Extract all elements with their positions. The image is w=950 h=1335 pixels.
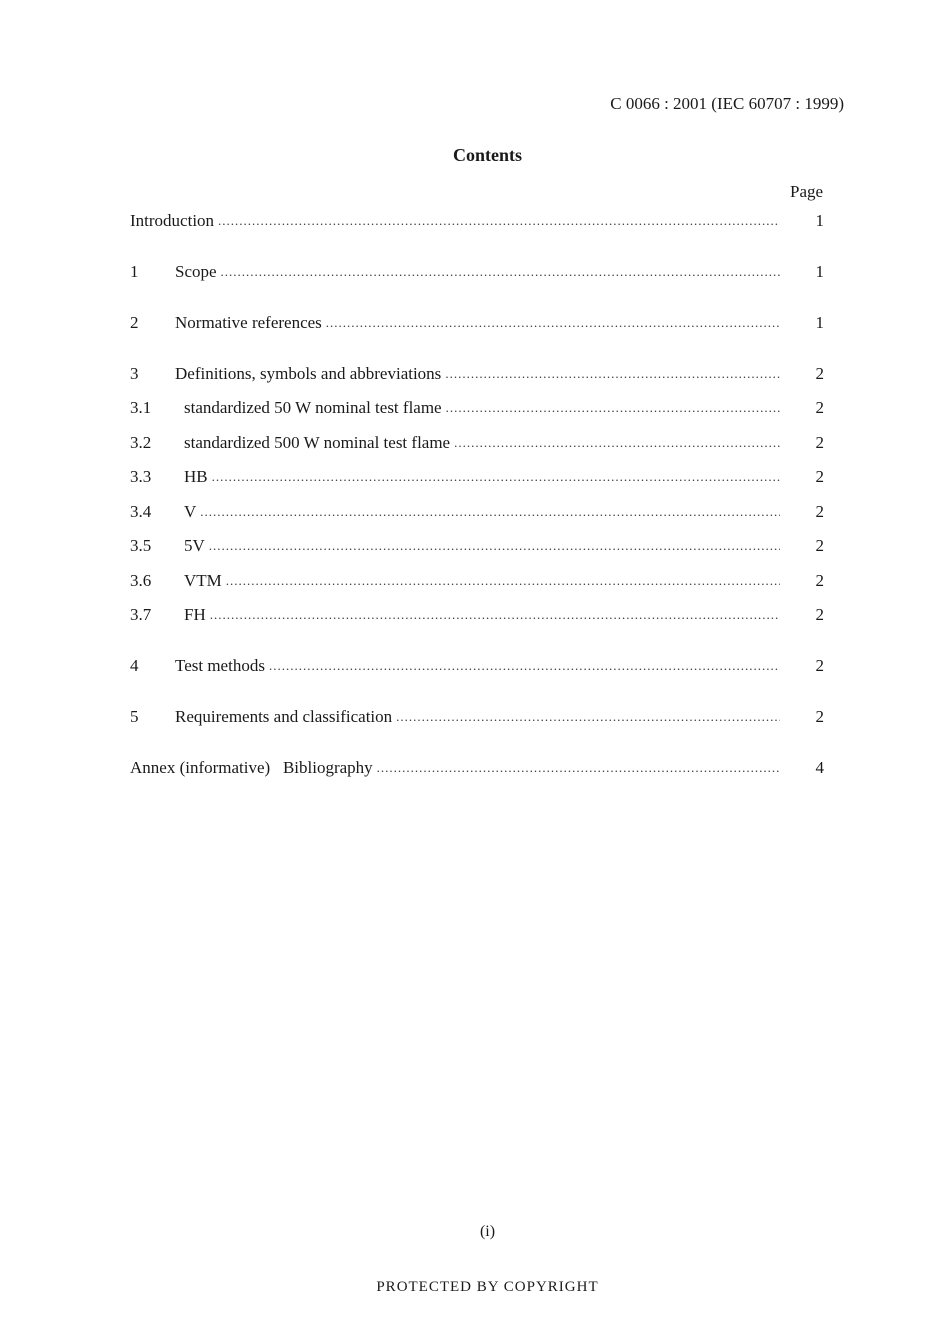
toc-entry-label: standardized 50 W nominal test flame xyxy=(184,398,442,417)
dot-leader xyxy=(218,209,780,233)
toc-entry-label: V xyxy=(184,502,197,521)
toc-entry-label: Scope xyxy=(175,262,217,281)
page-number: (i) xyxy=(479,1223,496,1240)
toc-entry-label: Introduction xyxy=(130,211,215,230)
toc-entry-number: 1 xyxy=(130,262,139,281)
toc-entry-number: 4 xyxy=(130,656,139,675)
document-reference: C 0066 : 2001 (IEC 60707 : 1999) xyxy=(610,94,844,113)
toc-entry-label: VTM xyxy=(184,571,222,590)
toc-entry-page: 2 xyxy=(815,433,824,452)
toc-entry-number: 3.6 xyxy=(130,571,152,590)
page-column-label: Page xyxy=(790,182,824,201)
toc-entry-page: 2 xyxy=(815,605,824,624)
toc-entry-label: Annex (informative) Bibliography xyxy=(130,758,373,777)
toc-entry-label: Requirements and classification xyxy=(175,707,393,726)
toc-entry-number: 5 xyxy=(130,707,139,726)
toc-entry-page: 2 xyxy=(815,656,824,675)
toc-entry-3-7[interactable] xyxy=(130,603,830,627)
dot-leader xyxy=(226,569,780,593)
dot-leader xyxy=(396,705,780,729)
toc-entry-label: FH xyxy=(184,605,206,624)
toc-entry-3[interactable] xyxy=(130,362,830,386)
toc-entry-number: 3.1 xyxy=(130,398,152,417)
toc-entry-3-4[interactable] xyxy=(130,500,830,524)
dot-leader xyxy=(210,603,780,627)
toc-entry-label: standardized 500 W nominal test flame xyxy=(184,433,451,452)
toc-entry-page: 2 xyxy=(815,536,824,555)
toc-entry-label: Test methods xyxy=(175,656,265,675)
toc-entry-4[interactable] xyxy=(130,654,830,678)
toc-entry-label: 5V xyxy=(184,536,205,555)
dot-leader xyxy=(200,500,780,524)
toc-entry-introduction[interactable] xyxy=(130,209,830,233)
dot-leader xyxy=(221,260,780,284)
toc-entry-number: 3 xyxy=(130,364,139,383)
dot-leader xyxy=(212,465,780,489)
toc-entry-page: 2 xyxy=(815,467,824,486)
copyright-notice: PROTECTED BY COPYRIGHT xyxy=(376,1279,599,1295)
dot-leader xyxy=(445,362,780,386)
dot-leader xyxy=(446,396,780,420)
toc-entry-number: 2 xyxy=(130,313,139,332)
toc-entry-number: 3.7 xyxy=(130,605,152,624)
toc-entry-page: 1 xyxy=(815,262,824,281)
toc-entry-number: 3.4 xyxy=(130,502,152,521)
toc-entry-3-1[interactable] xyxy=(130,396,830,420)
dot-leader xyxy=(377,756,780,780)
toc-entry-label: HB xyxy=(184,467,208,486)
toc-entry-label: Definitions, symbols and abbreviations xyxy=(175,364,442,383)
dot-leader xyxy=(326,311,780,335)
toc-entry-page: 2 xyxy=(815,364,824,383)
toc-entry-page: 1 xyxy=(815,313,824,332)
toc-entry-3-6[interactable] xyxy=(130,569,830,593)
toc-entry-page: 4 xyxy=(815,758,824,777)
toc-entry-3-5[interactable] xyxy=(130,534,830,558)
dot-leader xyxy=(269,654,780,678)
toc-entry-page: 2 xyxy=(815,398,824,417)
dot-leader xyxy=(209,534,780,558)
toc-entry-number: 3.5 xyxy=(130,536,152,555)
toc-entry-number: 3.2 xyxy=(130,433,152,452)
dot-leader xyxy=(454,431,780,455)
toc-entry-page: 2 xyxy=(815,571,824,590)
toc-entry-3-3[interactable] xyxy=(130,465,830,489)
toc-entry-page: 2 xyxy=(815,707,824,726)
toc-entry-number: 3.3 xyxy=(130,467,152,486)
toc-entry-2[interactable] xyxy=(130,311,830,335)
toc-entry-page: 2 xyxy=(815,502,824,521)
toc-entry-page: 1 xyxy=(815,211,824,230)
toc-entry-annex-bibliography[interactable] xyxy=(130,756,830,780)
toc-entry-1[interactable] xyxy=(130,260,830,284)
toc-entry-3-2[interactable] xyxy=(130,431,830,455)
toc-entry-label: Normative references xyxy=(175,313,322,332)
page-title: Contents xyxy=(452,145,522,165)
toc-entry-5[interactable] xyxy=(130,705,830,729)
